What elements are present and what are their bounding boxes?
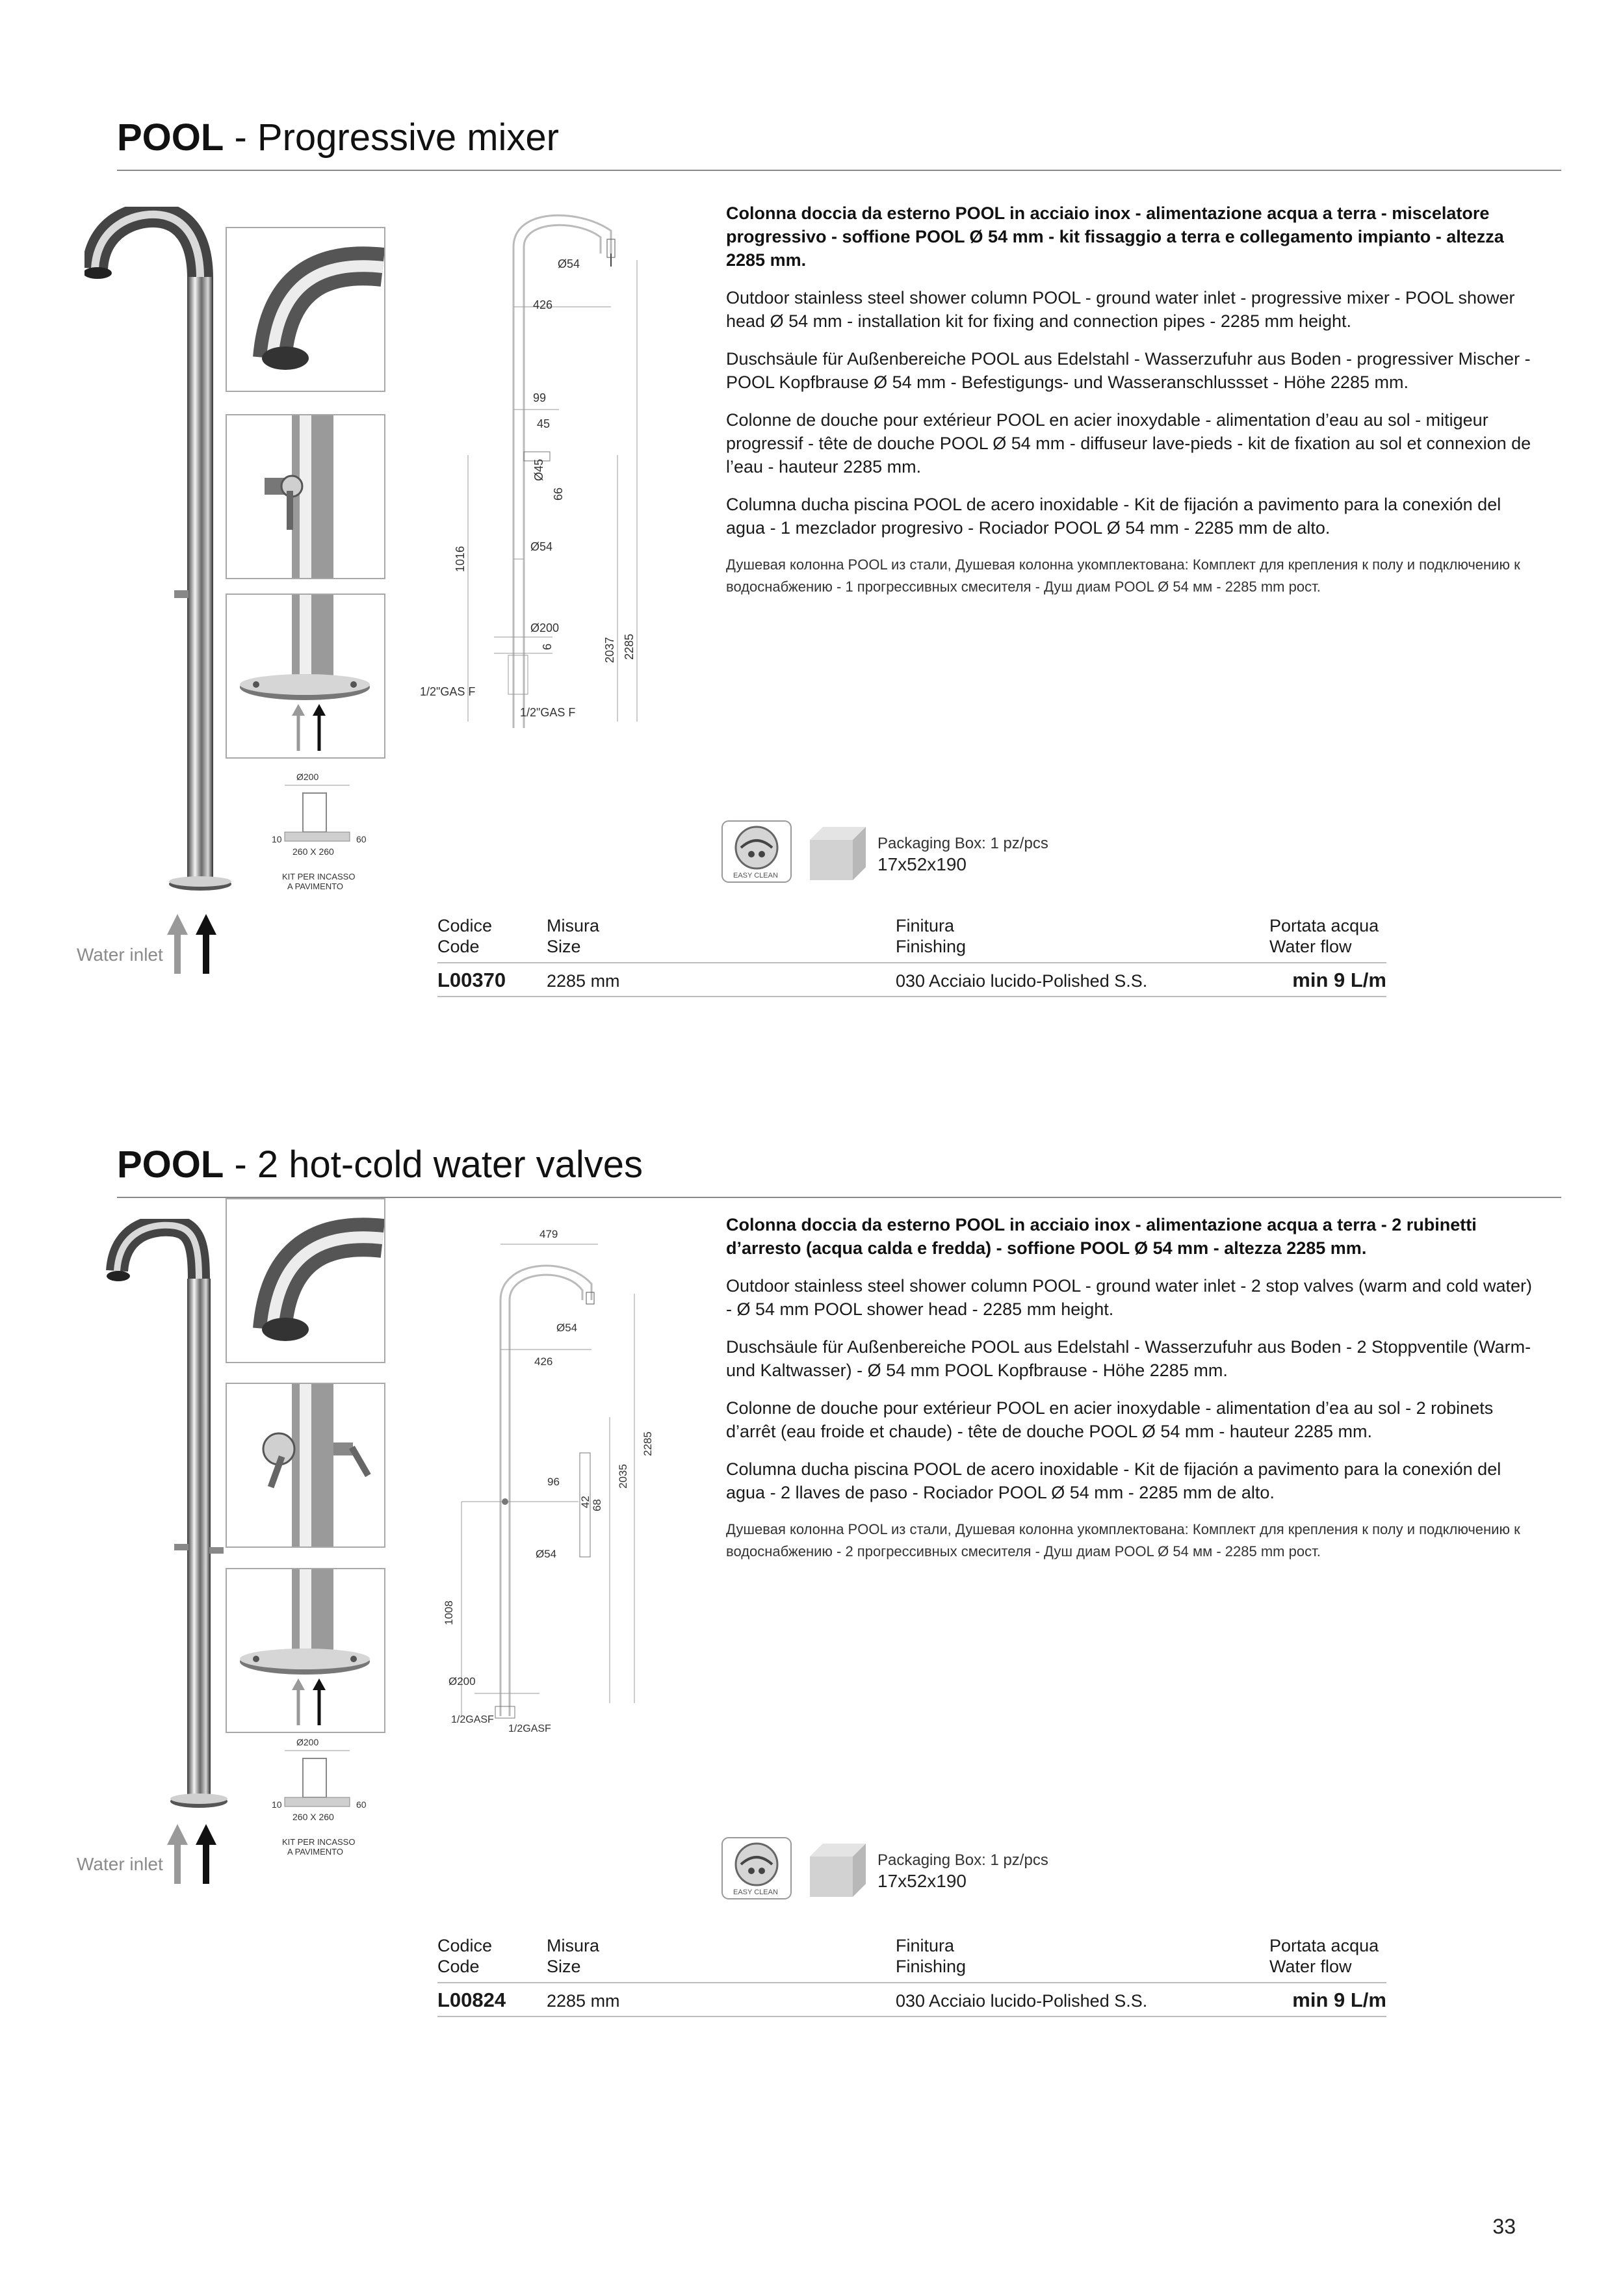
dim-426: 426 bbox=[534, 1355, 553, 1368]
section-2-kit-drawing bbox=[265, 1732, 376, 1869]
kit-label-1: KIT PER INCASSO bbox=[282, 872, 356, 881]
shower-head-detail-icon bbox=[227, 228, 384, 391]
desc-fr: Colonne de douche pour extérieur POOL en acier inoxydable - alimentation d’eau au sol - mitigeur progressif - tête de douche POOL Ø 54 mm - diffuseur lave-pieds - kit de fixation au sol et connexion de l’eau - hauteur 2285 mm. bbox=[726, 410, 1531, 476]
h-code-en: Code bbox=[437, 1957, 480, 1976]
dim-68: 68 bbox=[591, 1499, 603, 1511]
col-flow-header bbox=[1269, 915, 1379, 957]
dim-d200: Ø200 bbox=[530, 621, 560, 634]
dim-gas-left: 1/2GASF bbox=[451, 1714, 494, 1725]
h-size-it: Misura bbox=[547, 916, 600, 935]
easy-clean-label: EASY CLEAN bbox=[733, 1888, 778, 1896]
section-1-title bbox=[117, 116, 559, 159]
col-finish-header bbox=[896, 915, 966, 957]
dim-gas-right: 1/2GASF bbox=[508, 1723, 551, 1734]
dim-1016: 1016 bbox=[454, 545, 467, 572]
dim-d200: Ø200 bbox=[448, 1675, 476, 1688]
section-1-title-rest: - Progressive mixer bbox=[224, 116, 559, 159]
packaging-dims: 17x52x190 bbox=[877, 1871, 967, 1891]
base-plate-detail-icon bbox=[227, 1569, 384, 1732]
col-flow-header bbox=[1269, 1935, 1379, 1977]
h-flow-en: Water flow bbox=[1269, 1957, 1352, 1976]
dim-d54-mid: Ø54 bbox=[530, 540, 553, 553]
dim-d54-top: Ø54 bbox=[558, 257, 580, 270]
desc-it: Colonna doccia da esterno POOL in acciaio inox - alimentazione acqua a terra - 2 rubinetti d’arresto (acqua calda e fredda) - soffione POOL Ø 54 mm - altezza 2285 mm. bbox=[726, 1215, 1477, 1258]
section-1-technical-drawing bbox=[416, 195, 689, 735]
desc-es: Columna ducha piscina POOL de acero inoxidable - Kit de fijación a pavimento para la conexión del agua - 2 llaves de paso - Rociador POOL Ø 54 mm - 2285 mm de alto. bbox=[726, 1459, 1501, 1502]
desc-ru: Душевая колонна POOL из стали, Душевая колонна укомплектована: Комплект для крепления к полу и подключению к водоснабжению - 2 прогрессивных смесителя - Душ диам POOL Ø 54 мм - 2285 mm рост. bbox=[726, 1521, 1520, 1559]
section-1-product-table bbox=[437, 915, 1386, 993]
section-1-thumb-mixer bbox=[226, 414, 385, 579]
dim-d45b: Ø45 bbox=[532, 458, 545, 481]
section-2-water-inlet-label: Water inlet bbox=[77, 1854, 163, 1874]
desc-es: Columna ducha piscina POOL de acero inoxidable - Kit de fijación a pavimento para la conexión del agua - 1 mezclador progresivo - Rociador POOL Ø 54 mm - 2285 mm de alto. bbox=[726, 495, 1501, 538]
section-2-title-rest: - 2 hot-cold water valves bbox=[224, 1143, 643, 1186]
h-code-it: Codice bbox=[437, 1936, 493, 1955]
section-2-packaging bbox=[877, 1850, 1048, 1892]
section-1-rule bbox=[117, 170, 1561, 171]
dim-d54-mid: Ø54 bbox=[536, 1548, 557, 1560]
section-2-product-table bbox=[437, 1935, 1386, 2013]
table-bottom-line bbox=[437, 996, 1386, 997]
product-flow: min 9 L/m bbox=[1292, 969, 1386, 991]
product-flow: min 9 L/m bbox=[1292, 1989, 1386, 2011]
page-number: 33 bbox=[1492, 2215, 1516, 2238]
dim-gas-left: 1/2"GAS F bbox=[420, 685, 476, 698]
packaging-dims: 17x52x190 bbox=[877, 854, 967, 874]
packaging-box-icon bbox=[807, 824, 869, 883]
mixer-detail-icon bbox=[227, 415, 384, 578]
kit-label-2: A PAVIMENTO bbox=[287, 1847, 343, 1857]
desc-de: Duschsäule für Außenbereiche POOL aus Edelstahl - Wasserzufuhr aus Boden - 2 Stoppventile (Warm-und Kaltwasser) - Ø 54 mm POOL Kopfbrause - Höhe 2285 mm. bbox=[726, 1337, 1531, 1380]
dim-2035: 2035 bbox=[617, 1464, 629, 1489]
kit-size: 260 X 260 bbox=[292, 1812, 334, 1822]
h-flow-it: Portata acqua bbox=[1269, 916, 1379, 935]
h-size-en: Size bbox=[547, 1957, 581, 1976]
section-2-thumb-head bbox=[226, 1198, 385, 1363]
h-flow-it: Portata acqua bbox=[1269, 1936, 1379, 1955]
col-code-header bbox=[437, 1935, 492, 1977]
h-finish-it: Finitura bbox=[896, 1936, 955, 1955]
easy-clean-label: EASY CLEAN bbox=[733, 872, 778, 880]
kit-size: 260 X 260 bbox=[292, 846, 334, 857]
easy-clean-icon bbox=[721, 1837, 793, 1901]
packaging-label: Packaging Box: 1 pz/pcs bbox=[877, 1851, 1048, 1869]
table-divider bbox=[437, 1982, 1386, 1983]
section-2-technical-drawing bbox=[435, 1222, 695, 1762]
dim-426: 426 bbox=[533, 298, 553, 311]
section-2-title bbox=[117, 1143, 643, 1186]
section-1-thumb-base bbox=[226, 594, 385, 759]
kit-h2: 60 bbox=[356, 1799, 367, 1810]
kit-label-2: A PAVIMENTO bbox=[287, 881, 343, 891]
desc-de: Duschsäule für Außenbereiche POOL aus Edelstahl - Wasserzufuhr aus Boden - progressiver Mischer - POOL Kopfbrause Ø 54 mm - Befestigungs- und Wasseranschlussset - Höhe 2285 mm. bbox=[726, 349, 1531, 392]
base-plate-detail-icon bbox=[227, 595, 384, 757]
col-size-header bbox=[547, 915, 599, 957]
shower-head-detail-icon bbox=[227, 1199, 384, 1362]
dim-479: 479 bbox=[539, 1228, 558, 1240]
desc-en: Outdoor stainless steel shower column POOL - ground water inlet - progressive mixer - POOL shower head Ø 54 mm - installation kit for fixing and connection pipes - 2285 mm height. bbox=[726, 288, 1515, 331]
section-2-title-bold: POOL bbox=[117, 1143, 224, 1186]
col-finish-header bbox=[896, 1935, 966, 1977]
dim-99: 99 bbox=[533, 391, 547, 404]
h-finish-it: Finitura bbox=[896, 916, 955, 935]
section-1-product-image bbox=[84, 207, 234, 906]
section-2-thumb-base bbox=[226, 1568, 385, 1733]
section-1-thumb-head bbox=[226, 227, 385, 392]
h-size-en: Size bbox=[547, 937, 581, 956]
col-size-header bbox=[547, 1935, 599, 1977]
dim-2037: 2037 bbox=[603, 636, 616, 663]
dim-gas-bottom: 1/2"GAS F bbox=[520, 706, 576, 719]
product-code: L00824 bbox=[437, 1989, 506, 2011]
desc-ru: Душевая колонна POOL из стали, Душевая колонна укомплектована: Комплект для крепления к полу и подключению к водоснабжению - 1 прогрессивных смесителя - Душ диам POOL Ø 54 мм - 2285 mm рост. bbox=[726, 556, 1520, 595]
h-finish-en: Finishing bbox=[896, 937, 967, 956]
easy-clean-icon bbox=[721, 820, 793, 884]
desc-en: Outdoor stainless steel shower column POOL - ground water inlet - 2 stop valves (warm and cold water) - Ø 54 mm POOL shower head - 2285 mm height. bbox=[726, 1276, 1533, 1319]
dim-42: 42 bbox=[579, 1496, 591, 1508]
section-2-thumb-valves bbox=[226, 1383, 385, 1548]
water-inlet-arrows-icon bbox=[166, 910, 224, 975]
dim-66: 66 bbox=[552, 487, 565, 501]
packaging-label: Packaging Box: 1 pz/pcs bbox=[877, 835, 1048, 852]
desc-fr: Colonne de douche pour extérieur POOL en acier inoxydable - alimentation d’ea au sol - 2 robinets d’arrêt (eau froide et chaude) - tête de douche POOL Ø 54 mm - hauteur 2285 mm. bbox=[726, 1398, 1494, 1441]
h-code-it: Codice bbox=[437, 916, 493, 935]
dim-6: 6 bbox=[541, 643, 554, 650]
section-1-water-inlet-label: Water inlet bbox=[77, 945, 163, 965]
h-finish-en: Finishing bbox=[896, 1957, 967, 1976]
kit-diameter: Ø200 bbox=[296, 1737, 319, 1747]
section-1-description bbox=[726, 202, 1535, 612]
kit-diameter: Ø200 bbox=[296, 772, 319, 782]
section-1-packaging bbox=[877, 833, 1048, 875]
table-divider bbox=[437, 962, 1386, 963]
section-1-title-bold: POOL bbox=[117, 116, 224, 159]
dim-2285: 2285 bbox=[623, 633, 636, 660]
product-size: 2285 mm bbox=[547, 1991, 620, 2011]
h-flow-en: Water flow bbox=[1269, 937, 1352, 956]
kit-h1: 10 bbox=[272, 834, 282, 844]
table-bottom-line bbox=[437, 2016, 1386, 2017]
valves-detail-icon bbox=[227, 1384, 384, 1546]
desc-it: Colonna doccia da esterno POOL in acciaio inox - alimentazione acqua a terra - miscelatore progressivo - soffione POOL Ø 54 mm - kit fissaggio a terra e collegamento impianto - altezza 2285 mm. bbox=[726, 203, 1504, 270]
product-finish: 030 Acciaio lucido-Polished S.S. bbox=[896, 971, 1148, 991]
section-1-kit-drawing bbox=[265, 767, 376, 904]
section-2-product-image bbox=[97, 1219, 247, 1823]
product-size: 2285 mm bbox=[547, 971, 620, 991]
product-finish: 030 Acciaio lucido-Polished S.S. bbox=[896, 1991, 1148, 2011]
section-2-description bbox=[726, 1213, 1535, 1577]
h-code-en: Code bbox=[437, 937, 480, 956]
dim-d54-top: Ø54 bbox=[556, 1322, 578, 1334]
product-code: L00370 bbox=[437, 969, 506, 991]
dim-1008: 1008 bbox=[443, 1600, 455, 1625]
packaging-box-icon bbox=[807, 1841, 869, 1899]
h-size-it: Misura bbox=[547, 1936, 600, 1955]
dim-45: 45 bbox=[537, 417, 551, 430]
kit-h1: 10 bbox=[272, 1799, 282, 1810]
kit-h2: 60 bbox=[356, 834, 367, 844]
col-code-header bbox=[437, 915, 492, 957]
dim-2285: 2285 bbox=[642, 1431, 654, 1456]
kit-label-1: KIT PER INCASSO bbox=[282, 1837, 356, 1847]
water-inlet-arrows-icon bbox=[166, 1820, 224, 1885]
dim-96: 96 bbox=[547, 1476, 560, 1488]
